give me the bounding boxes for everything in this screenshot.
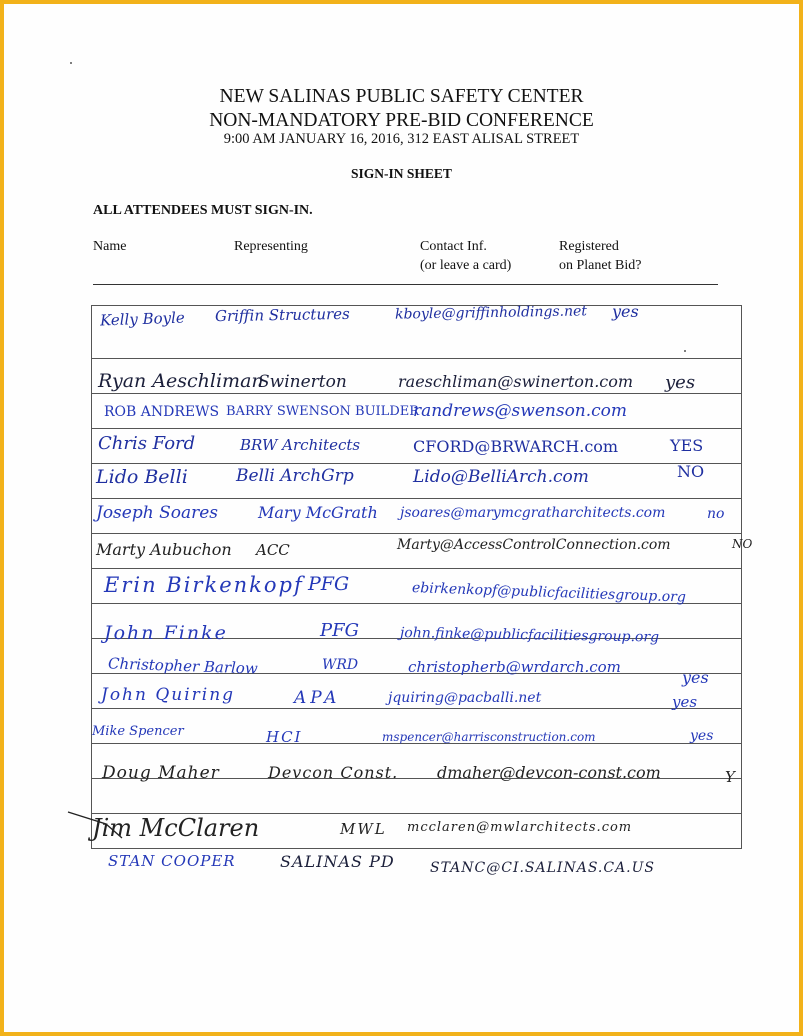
entry-registered: NO (677, 462, 705, 481)
column-header-contact-line1: Contact Inf. (420, 239, 487, 254)
entry-name: Jim McClaren (92, 814, 260, 842)
entry-registered: yes (690, 728, 714, 744)
entry-representing: Mary McGrath (258, 503, 378, 522)
entry-representing: HCI (266, 728, 303, 746)
column-header-registered-line1: Registered (559, 239, 619, 254)
column-header-contact (420, 237, 511, 275)
entry-representing: APA (294, 688, 341, 708)
instruction-text: ALL ATTENDEES MUST SIGN-IN. (93, 203, 313, 218)
entry-contact: ebirkenkopf@publicfacilitiesgroup.org (411, 580, 687, 606)
column-header-registered (559, 237, 641, 275)
entry-representing: BARRY SWENSON BUILDER (226, 404, 420, 419)
entry-registered: yes (682, 668, 709, 687)
entry-representing: SALINAS PD (280, 852, 395, 871)
entry-representing: Griffin Structures (214, 304, 350, 326)
entry-representing: ACC (256, 541, 290, 559)
entry-representing: PFG (320, 620, 359, 641)
entry-name: ROB ANDREWS (104, 404, 220, 420)
entry-contact: christopherb@wrdarch.com (408, 658, 621, 676)
entry-name: Lido Belli (96, 466, 188, 488)
entry-contact: dmaher@devcon-const.com (437, 763, 661, 782)
entry-representing: PFG (308, 573, 350, 595)
entry-contact: mspencer@harrisconstruction.com (382, 730, 596, 744)
entry-registered: NO (732, 537, 753, 551)
entry-contact: mcclaren@mwlarchitects.com (407, 820, 633, 835)
entry-registered: no (707, 506, 725, 522)
entry-contact: CFORD@BRWARCH.com (413, 437, 619, 456)
sheet-title: SIGN-IN SHEET (351, 166, 452, 181)
entry-name: Mike Spencer (92, 724, 184, 739)
entry-representing: Swinerton (258, 372, 347, 392)
entry-name: Erin Birkenkopf (104, 573, 304, 597)
entry-name: John Quiring (101, 685, 236, 705)
entry-representing: Belli ArchGrp (236, 466, 354, 486)
entry-name: STAN COOPER (108, 852, 236, 870)
entry-registered: Y (725, 768, 735, 786)
column-header-contact-line2: (or leave a card) (420, 258, 512, 273)
entry-name: John Finke (104, 622, 228, 644)
entry-representing: Devcon Const. (268, 763, 399, 782)
entry-registered: YES (670, 436, 704, 455)
entry-contact: Marty@AccessControlConnection.com (397, 537, 671, 553)
entry-name: Joseph Soares (96, 503, 218, 523)
column-header-name: Name (93, 239, 127, 254)
entry-contact: Lido@BelliArch.com (413, 467, 589, 487)
document-subtitle: NON-MANDATORY PRE-BID CONFERENCE (209, 110, 594, 131)
event-details: 9:00 AM JANUARY 16, 2016, 312 EAST ALISAL STREET (223, 131, 580, 147)
scan-speck (70, 62, 72, 64)
entry-name: Marty Aubuchon (96, 540, 232, 559)
entry-representing: MWL (340, 820, 387, 838)
document-title: NEW SALINAS PUBLIC SAFETY CENTER (219, 86, 584, 107)
entry-registered: yes (612, 302, 639, 321)
entry-contact: kboyle@griffinholdings.net (394, 303, 588, 323)
entry-contact: john.finke@publicfacilitiesgroup.org (399, 625, 660, 646)
entry-contact: jsoares@marymcgratharchitects.com (400, 505, 666, 521)
entry-contact: raeschliman@swinerton.com (398, 372, 634, 391)
entry-name: Christopher Barlow (107, 654, 259, 678)
column-header-registered-line2: on Planet Bid? (559, 258, 642, 273)
entry-contact: randrews@swenson.com (413, 401, 628, 421)
entry-contact: STANC@CI.SALINAS.CA.US (430, 860, 656, 876)
entry-name: Kelly Boyle (99, 308, 186, 330)
entry-name: Chris Ford (98, 433, 196, 454)
header-divider (93, 284, 718, 285)
entry-name: Ryan Aeschliman (98, 370, 264, 392)
entry-representing: WRD (322, 657, 359, 673)
signature-stroke (66, 806, 126, 840)
column-header-representing: Representing (234, 239, 308, 254)
entry-registered: yes (665, 372, 696, 393)
entry-representing: BRW Architects (240, 436, 361, 454)
entry-contact: jquiring@pacballi.net (388, 690, 542, 706)
table-row (92, 779, 742, 814)
entry-name: Doug Maher (102, 763, 220, 783)
entry-registered: yes (672, 693, 698, 711)
